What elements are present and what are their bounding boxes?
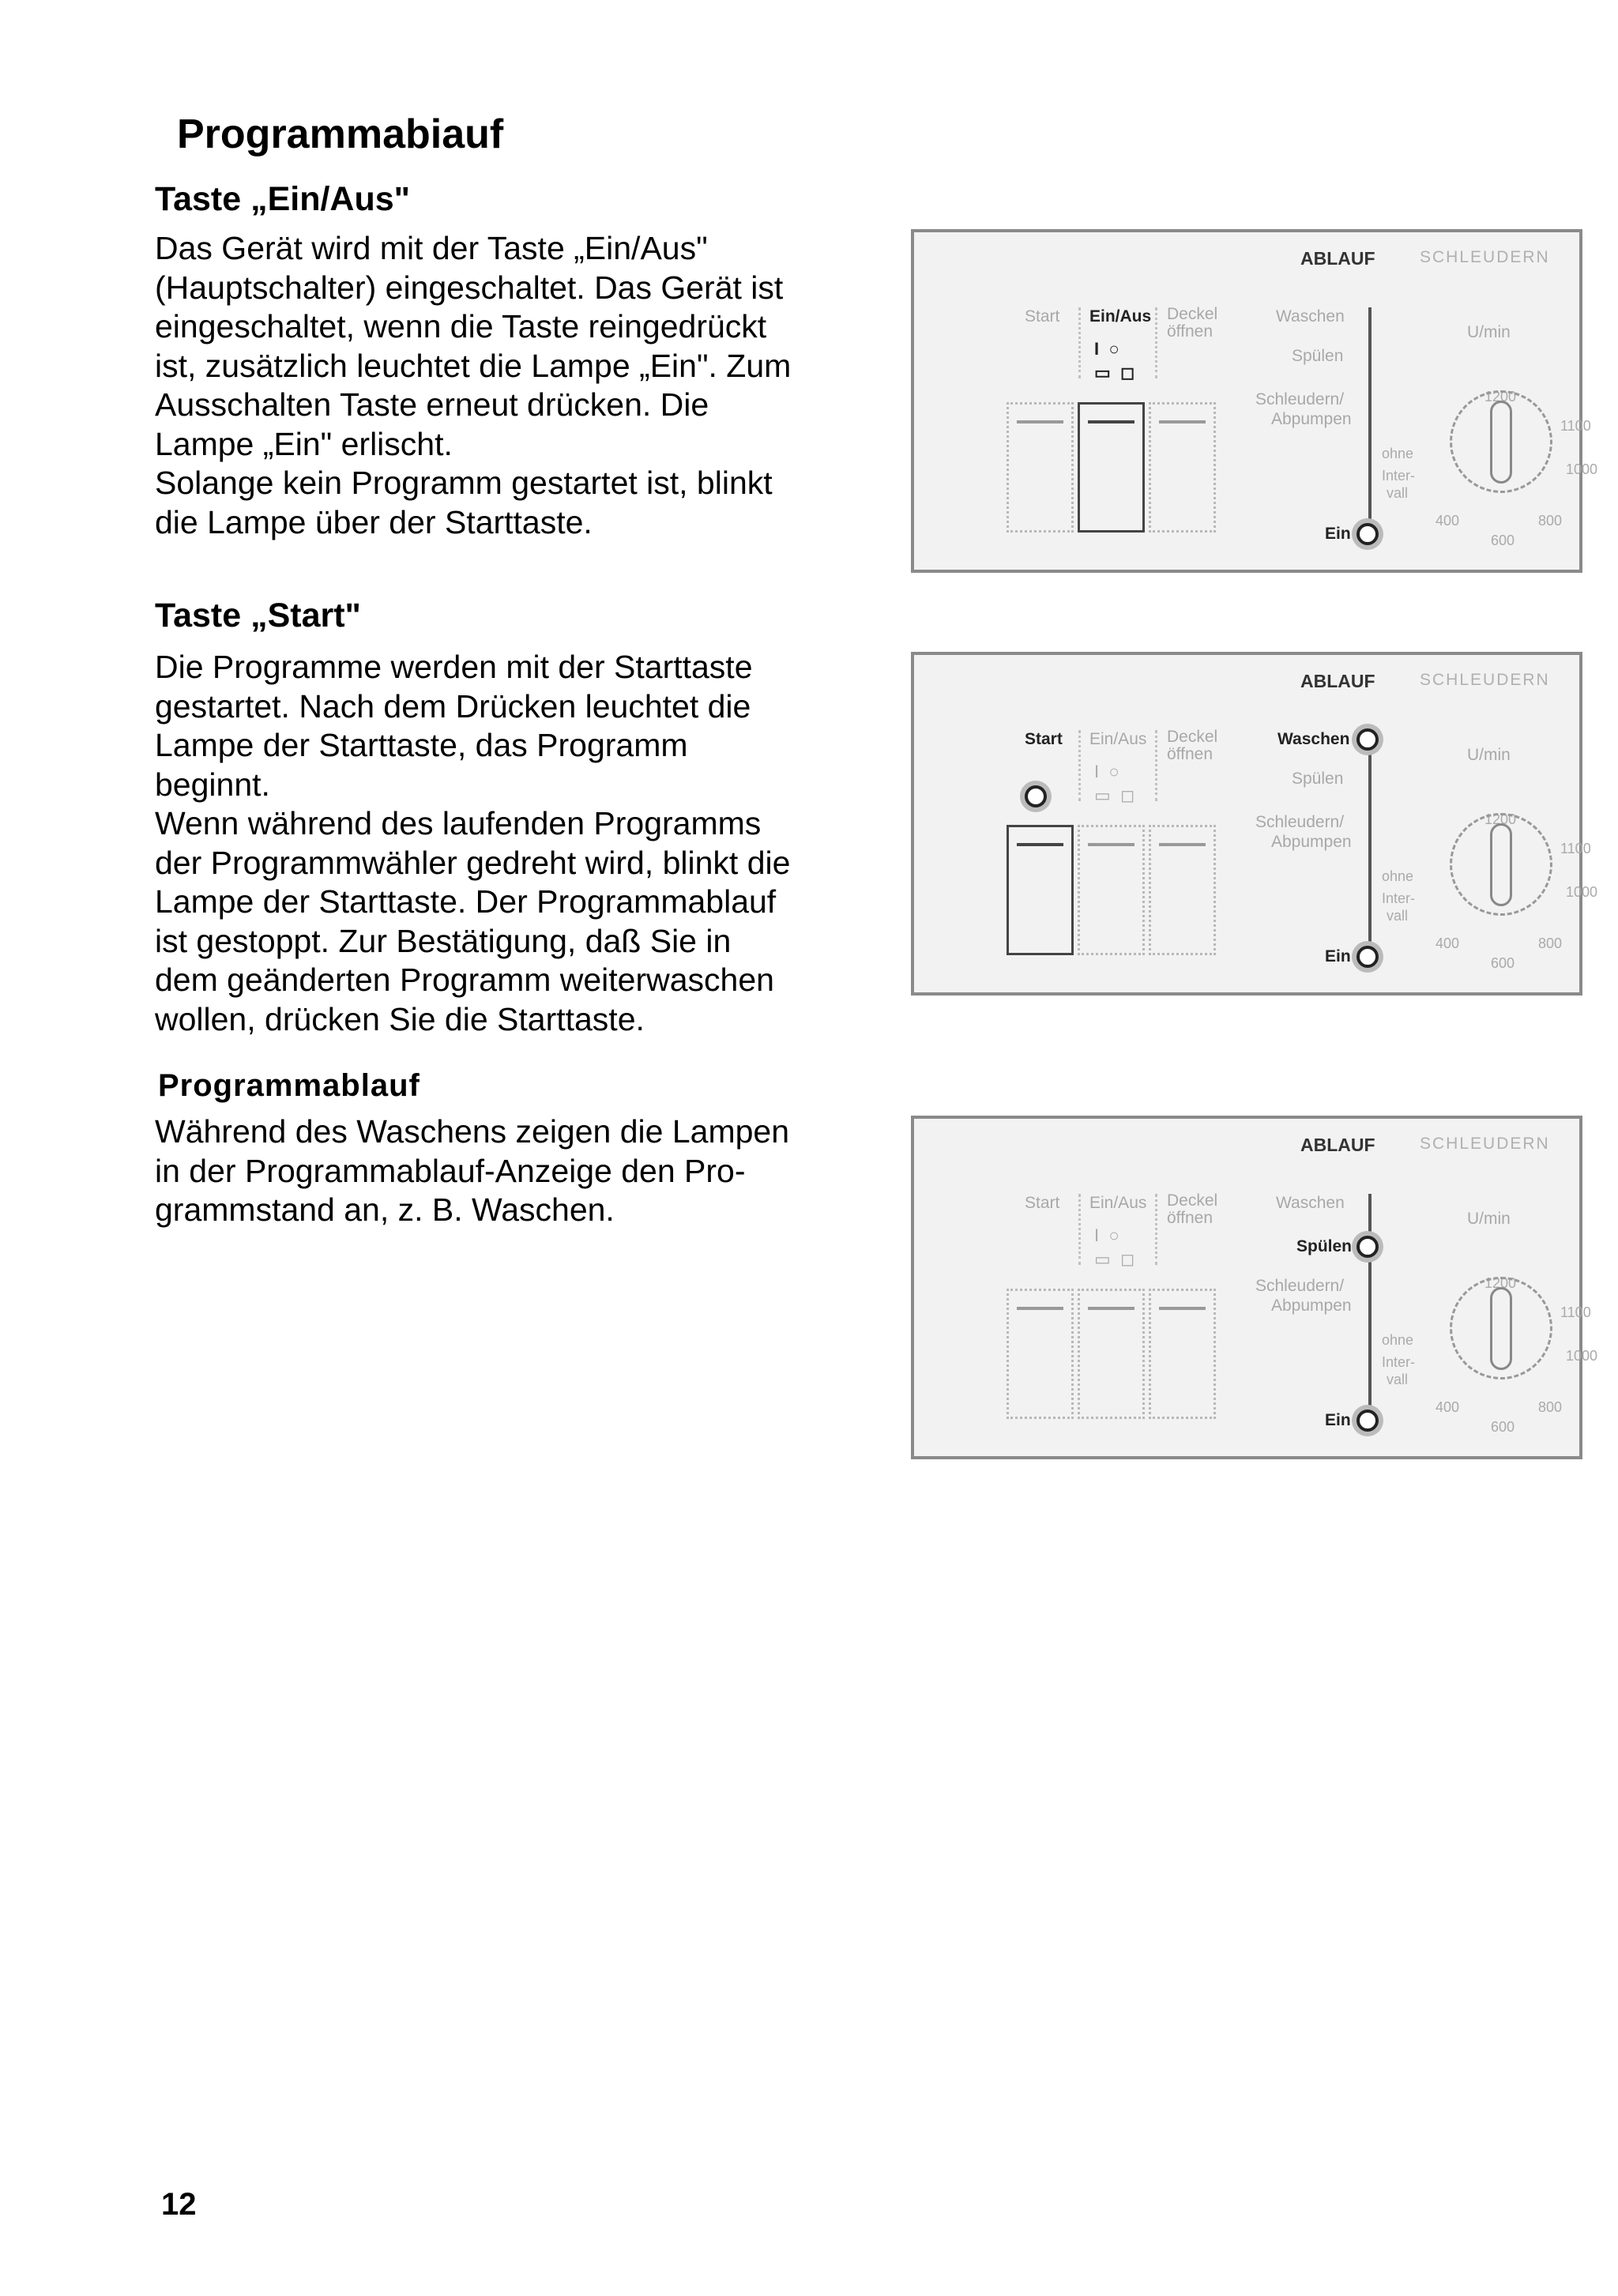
text-line: wollen, drücken Sie die Starttaste. bbox=[155, 1000, 645, 1037]
text-line: dem geänderten Programm weiterwaschen bbox=[155, 962, 774, 998]
text-line: Lampe der Starttaste. Der Programmablauf bbox=[155, 883, 777, 920]
schleudern-header: SCHLEUDERN bbox=[1420, 248, 1550, 266]
text-line: ist gestoppt. Zur Bestätigung, daß Sie in bbox=[155, 922, 732, 959]
text-line: Solange kein Programm gestartet ist, blinkt bbox=[155, 465, 773, 501]
ein-lamp-label: Ein bbox=[1325, 1411, 1351, 1429]
spin-dial[interactable] bbox=[1450, 1277, 1552, 1379]
rpm-1100: 1100 bbox=[1560, 841, 1591, 856]
rpm-1000: 1000 bbox=[1566, 461, 1598, 477]
waschen-label: Waschen bbox=[1276, 1194, 1345, 1212]
schleudern-label: Schleudern/ bbox=[1255, 813, 1345, 831]
spulen-label: Spülen bbox=[1296, 1237, 1353, 1255]
waschen-lamp bbox=[1356, 728, 1379, 751]
offnen-label: öffnen bbox=[1167, 745, 1214, 763]
ein-lamp bbox=[1356, 523, 1379, 545]
rpm-1100: 1100 bbox=[1560, 418, 1591, 434]
start-label: Start bbox=[1025, 1194, 1060, 1212]
schleudern-header: SCHLEUDERN bbox=[1420, 1135, 1550, 1153]
text-line: ist, zusätzlich leuchtet die Lampe „Ein". Zum bbox=[155, 347, 792, 384]
ein-lamp-label: Ein bbox=[1325, 525, 1351, 543]
on-off-icon: I ○ bbox=[1094, 762, 1119, 781]
ein-lamp-label: Ein bbox=[1325, 947, 1351, 965]
text-line: der Programmwähler gedreht wird, blinkt die bbox=[155, 844, 791, 881]
section-body-start bbox=[155, 648, 842, 1039]
ein-aus-button[interactable] bbox=[1078, 1289, 1145, 1419]
section-body-ein-aus bbox=[155, 229, 842, 542]
inter-label: Inter- bbox=[1382, 890, 1416, 906]
abpumpen-label: Abpumpen bbox=[1271, 410, 1352, 428]
text-line: die Lampe über der Starttaste. bbox=[155, 503, 593, 540]
page-title: Programmabiauf bbox=[177, 111, 504, 157]
dial-knob bbox=[1490, 401, 1512, 484]
section-heading-programmablauf: Programmablauf bbox=[158, 1068, 420, 1103]
deckel-button[interactable] bbox=[1149, 825, 1216, 955]
rpm-400: 400 bbox=[1436, 513, 1460, 529]
ablauf-label: ABLAUF bbox=[1300, 1135, 1375, 1155]
abpumpen-label: Abpumpen bbox=[1271, 833, 1352, 851]
rpm-800: 800 bbox=[1538, 1399, 1563, 1415]
vall-label: vall bbox=[1387, 908, 1409, 924]
separator bbox=[1155, 730, 1160, 801]
text-line: Die Programme werden mit der Starttaste bbox=[155, 649, 753, 685]
ein-aus-button[interactable] bbox=[1078, 825, 1145, 955]
separator bbox=[1078, 1194, 1083, 1265]
inter-label: Inter- bbox=[1382, 468, 1416, 484]
ein-lamp bbox=[1356, 1410, 1379, 1432]
section-heading-ein-aus: Taste „Ein/Aus" bbox=[155, 180, 411, 218]
deckel-label: Deckel bbox=[1167, 728, 1218, 746]
text-line: Während des Waschens zeigen die Lampen bbox=[155, 1113, 790, 1150]
inter-label: Inter- bbox=[1382, 1354, 1416, 1370]
vall-label: vall bbox=[1387, 485, 1409, 501]
spulen-label: Spülen bbox=[1292, 770, 1344, 788]
text-line: beginnt. bbox=[155, 766, 270, 803]
start-button[interactable] bbox=[1007, 825, 1074, 955]
waschen-label: Waschen bbox=[1276, 307, 1345, 326]
separator bbox=[1078, 730, 1083, 801]
text-line: Ausschalten Taste erneut drücken. Die bbox=[155, 386, 709, 423]
deckel-label: Deckel bbox=[1167, 1191, 1218, 1210]
dial-knob bbox=[1490, 1287, 1512, 1370]
deckel-button[interactable] bbox=[1149, 402, 1216, 533]
start-label: Start bbox=[1025, 730, 1063, 748]
waschen-label: Waschen bbox=[1277, 730, 1350, 748]
lock-icon: ▭ ◻ bbox=[1094, 1249, 1135, 1269]
ablauf-label: ABLAUF bbox=[1300, 248, 1375, 269]
ohne-label: ohne bbox=[1382, 1332, 1414, 1348]
deckel-button[interactable] bbox=[1149, 1289, 1216, 1419]
ein-aus-label: Ein/Aus bbox=[1089, 307, 1152, 326]
separator bbox=[1155, 1194, 1160, 1265]
deckel-label: Deckel bbox=[1167, 305, 1218, 323]
spulen-lamp bbox=[1356, 1236, 1379, 1258]
text-line: Lampe der Starttaste, das Programm bbox=[155, 727, 688, 763]
lock-icon: ▭ ◻ bbox=[1094, 785, 1135, 805]
rpm-600: 600 bbox=[1491, 1419, 1515, 1435]
rpm-1200: 1200 bbox=[1484, 389, 1517, 405]
rpm-400: 400 bbox=[1436, 1399, 1460, 1415]
ohne-label: ohne bbox=[1382, 868, 1414, 884]
rpm-800: 800 bbox=[1538, 513, 1563, 529]
ein-aus-button[interactable] bbox=[1078, 402, 1145, 533]
section-body-programmablauf bbox=[155, 1112, 842, 1230]
rpm-1000: 1000 bbox=[1566, 884, 1598, 900]
abpumpen-label: Abpumpen bbox=[1271, 1297, 1352, 1315]
dial-knob bbox=[1490, 823, 1512, 906]
text-line: Wenn während des laufenden Programms bbox=[155, 805, 762, 841]
offnen-label: öffnen bbox=[1167, 322, 1214, 341]
on-off-icon: I ○ bbox=[1094, 339, 1119, 359]
start-lamp bbox=[1025, 785, 1047, 807]
schleudern-label: Schleudern/ bbox=[1255, 390, 1345, 408]
rpm-600: 600 bbox=[1491, 955, 1515, 971]
text-line: (Hauptschalter) eingeschaltet. Das Gerät ist bbox=[155, 269, 784, 306]
start-label: Start bbox=[1025, 307, 1060, 326]
spin-dial[interactable] bbox=[1450, 813, 1552, 916]
control-panel-figure-start bbox=[911, 652, 1598, 996]
ohne-label: ohne bbox=[1382, 446, 1414, 461]
vall-label: vall bbox=[1387, 1372, 1409, 1387]
ablauf-label: ABLAUF bbox=[1300, 671, 1375, 691]
start-button[interactable] bbox=[1007, 402, 1074, 533]
ein-aus-label: Ein/Aus bbox=[1089, 730, 1147, 748]
rpm-1200: 1200 bbox=[1484, 811, 1517, 827]
ablauf-line bbox=[1368, 730, 1372, 967]
rpm-1000: 1000 bbox=[1566, 1348, 1598, 1364]
section-heading-start: Taste „Start" bbox=[155, 597, 361, 634]
rpm-600: 600 bbox=[1491, 533, 1515, 548]
page-number: 12 bbox=[161, 2187, 197, 2222]
ablauf-line bbox=[1368, 1194, 1372, 1431]
umin-label: U/min bbox=[1467, 1210, 1511, 1228]
text-line: eingeschaltet, wenn die Taste reingedrückt bbox=[155, 308, 767, 344]
umin-label: U/min bbox=[1467, 746, 1511, 764]
on-off-icon: I ○ bbox=[1094, 1225, 1119, 1245]
text-line: Lampe „Ein" erlischt. bbox=[155, 425, 453, 462]
lock-icon: ▭ ◻ bbox=[1094, 363, 1135, 382]
ein-lamp bbox=[1356, 946, 1379, 968]
text-line: grammstand an, z. B. Waschen. bbox=[155, 1191, 615, 1228]
rpm-400: 400 bbox=[1436, 935, 1460, 951]
spin-dial[interactable] bbox=[1450, 390, 1552, 493]
text-line: gestartet. Nach dem Drücken leuchtet die bbox=[155, 687, 751, 725]
text-line: in der Programmablauf-Anzeige den Pro- bbox=[155, 1152, 746, 1189]
spulen-label: Spülen bbox=[1292, 347, 1344, 365]
umin-label: U/min bbox=[1467, 323, 1511, 341]
separator bbox=[1078, 307, 1083, 378]
rpm-1100: 1100 bbox=[1560, 1304, 1591, 1320]
ablauf-line bbox=[1368, 307, 1372, 544]
schleudern-label: Schleudern/ bbox=[1255, 1277, 1345, 1295]
offnen-label: öffnen bbox=[1167, 1209, 1214, 1227]
schleudern-header: SCHLEUDERN bbox=[1420, 671, 1550, 689]
text-line: Das Gerät wird mit der Taste „Ein/Aus" bbox=[155, 230, 708, 266]
rpm-1200: 1200 bbox=[1484, 1275, 1517, 1291]
control-panel-figure-programmablauf bbox=[911, 1116, 1598, 1459]
separator bbox=[1155, 307, 1160, 378]
rpm-800: 800 bbox=[1538, 935, 1563, 951]
ein-aus-label: Ein/Aus bbox=[1089, 1194, 1147, 1212]
control-panel-figure-ein-aus bbox=[911, 229, 1598, 573]
start-button[interactable] bbox=[1007, 1289, 1074, 1419]
